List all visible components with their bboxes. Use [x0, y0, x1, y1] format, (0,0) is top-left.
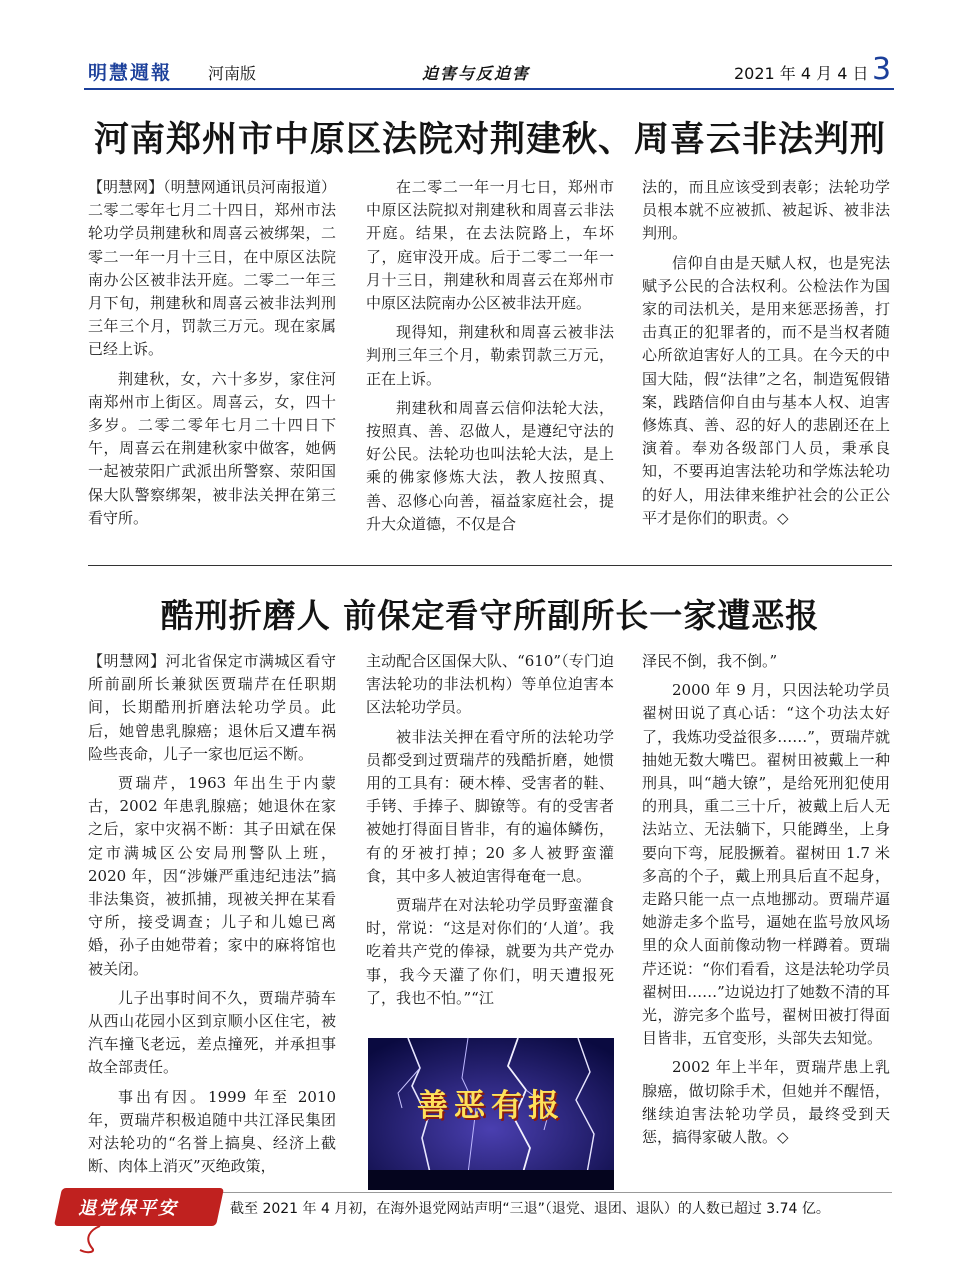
article-divider — [88, 565, 892, 566]
article2-column-3 — [642, 650, 890, 1155]
article2-paragraph: 【明慧网】河北省保定市满城区看守所前副所长兼狱医贾瑞芹在任职期间，长期酷刑折磨法轮功学员。此后，她曾患乳腺癌；退休后又遭车祸险些丧命，儿子一家也厄运不断。 — [88, 652, 336, 763]
quit-party-badge-label: 退党保平安 — [78, 1198, 178, 1219]
article1-paragraph: 在二零二一年一月七日，郑州市中原区法院拟对荆建秋和周喜云非法开庭。结果，在去法院路上，车坏了，庭审没开成。后于二零二一年一月十三日，荆建秋和周喜云在郑州市中原区法院南办公区被非法开庭。 — [366, 178, 614, 313]
article1-paragraph: 现得知，荆建秋和周喜云被非法判刑三年三个月，勒索罚款三万元，正在上诉。 — [366, 323, 614, 388]
article2-paragraph: 被非法关押在看守所的法轮功学员都受到过贾瑞芹的残酷折磨，她惯用的工具有：硬木棒、受害者的鞋、手铐、手捧子、脚镣等。有的受害者被她打得面目皆非，有的遍体鳞伤，有的牙被打掉；20 多人被野蛮灌食，其中多人被迫害得奄奄一息。 — [366, 727, 614, 885]
page-header — [0, 0, 978, 96]
article2-paragraph: 贾瑞芹在对法轮功学员野蛮灌食时，常说：“这是对你们的‘人道’。我吃着共产党的俸禄，就要为共产党办事，我今天灌了你们，明天遭报死了，我也不怕。”“江 — [366, 896, 614, 1007]
article2-column-2 — [366, 650, 614, 1016]
issue-date: 2021 年 4 月 4 日 — [734, 64, 869, 83]
article2-paragraph: 儿子出事时间不久，贾瑞芹骑车从西山花园小区到京顺小区住宅，被汽车撞飞老远，差点撞死，并承担事故全部责任。 — [88, 988, 336, 1077]
article2-paragraph: 主动配合区国保大队、“610”（专门迫害法轮功的非法机构）等单位迫害本区法轮功学员。 — [366, 652, 614, 717]
header-rule — [84, 88, 894, 90]
article1-paragraph: 荆建秋和周喜云信仰法轮大法，按照真、善、忍做人，是遵纪守法的好公民。法轮功也叫法轮大法，是上乘的佛家修炼大法，教人按照真、善、忍修心向善，福益家庭社会，提升大众道德，不仅是合 — [366, 398, 614, 533]
article2-title: 酷刑折磨人 前保定看守所副所长一家遭恶报 — [160, 596, 820, 635]
image-caption: 善恶有报 — [417, 1088, 565, 1124]
article2-column-1 — [88, 650, 336, 1184]
article1-paragraph: 【明慧网】（明慧网通讯员河南报道）二零二零年七月二十四日，郑州市法轮功学员荆建秋和周喜云被绑架，二零二一年一月十三日，在中原区法院南办公区被非法开庭。二零二一年三月下旬，荆建秋和周喜云被非法判刑三年三个月，罚款三万元。现在家属已经上诉。 — [88, 178, 336, 359]
article2-paragraph: 2002 年上半年，贾瑞芹患上乳腺癌，做切除手术，但她并不醒悟，继续迫害法轮功学员，最终受到天惩，搞得家破人散。◇ — [642, 1058, 890, 1147]
article1-column-2 — [366, 176, 614, 542]
lightning-image — [368, 1038, 614, 1190]
article1-column-1 — [88, 176, 336, 536]
article1-paragraph: 荆建秋，女，六十多岁，家住河南郑州市上街区。周喜云，女，四十多岁。二零二零年七月二十四日下午，周喜云在荆建秋家中做客，她俩一起被荥阳广武派出所警察、荥阳国保大队警察绑架，被非法关押在第三看守所。 — [88, 369, 336, 527]
quit-party-notice: 截至 2021 年 4 月初，在海外退党网站声明“三退”（退党、退团、退队）的人数已超过 3.74 亿。 — [230, 1201, 830, 1217]
article1-title: 河南郑州市中原区法院对荆建秋、周喜云非法判刑 — [93, 120, 886, 160]
footer-banner — [0, 1188, 978, 1265]
section-title: 迫害与反迫害 — [422, 64, 531, 83]
article2-paragraph: 2000 年 9 月，只因法轮功学员翟树田说了真心话：“这个功法太好了，我炼功受益很多……”，贾瑞芹就抽她无数大嘴巴。翟树田被戴上一种刑具，叫“趟大镣”，是给死刑犯使用的刑具，重二三十斤，被戴上后人无法站立、无法躺下，只能蹲坐，上身要向下弯，屁股撅着。翟树田 1.7 米多高的个子，戴上刑具后直不起身，走路只能一点一点地挪动。贾瑞芹逼她游走多个监号，逼她在监号放风场里的众人面前像动物一样蹲着。贾瑞芹还说：“你们看看，这是法轮功学员翟树田……”边说边打了她数不清的耳光，游完多个监号，翟树田被打得面目皆非，五官变形，头部失去知觉。 — [642, 681, 890, 1048]
page-number: 3 — [872, 52, 892, 87]
article1-paragraph: 信仰自由是天赋人权，也是宪法赋予公民的合法权利。公检法作为国家的司法机关，是用来惩恶扬善，打击真正的犯罪者的，而不是当权者随心所欲迫害好人的工具。在今天的中国大陆，假“法律”之名，制造冤假错案，践踏信仰自由与基本人权、迫害修炼真、善、忍的好人的悲剧还在上演着。奉劝各级部门人员，秉承良知，不要再迫害法轮功和学炼法轮功的好人，用法律来维护社会的公正公平才是你们的职责。◇ — [642, 253, 890, 527]
masthead-brand: 明慧週報 — [88, 62, 173, 84]
edition-label: 河南版 — [208, 64, 257, 83]
flourish-icon — [70, 1224, 110, 1254]
article1-paragraph: 法的，而且应该受到表彰；法轮功学员根本就不应被抓、被起诉、被非法判刑。 — [642, 178, 890, 243]
article2-paragraph: 事出有因。1999 年至 2010 年，贾瑞芹积极追随中共江泽民集团对法轮功的“名誉上搞臭、经济上截断、肉体上消灭”灭绝政策， — [88, 1087, 336, 1176]
article2-paragraph: 泽民不倒，我不倒。” — [642, 652, 778, 670]
article2-paragraph: 贾瑞芹，1963 年出生于内蒙古，2002 年患乳腺癌；她退休在家之后，家中灾祸不断：其子田斌在保定市满城区公安局刑警队上班，2020 年，因“涉嫌严重违纪违法”搞非法集资，被抓捕，现被关押在某看守所，接受调查；儿子和儿媳已离婚，孙子由她带着；家中的麻将馆也被关闭。 — [88, 774, 336, 978]
article1-column-3 — [642, 176, 890, 536]
